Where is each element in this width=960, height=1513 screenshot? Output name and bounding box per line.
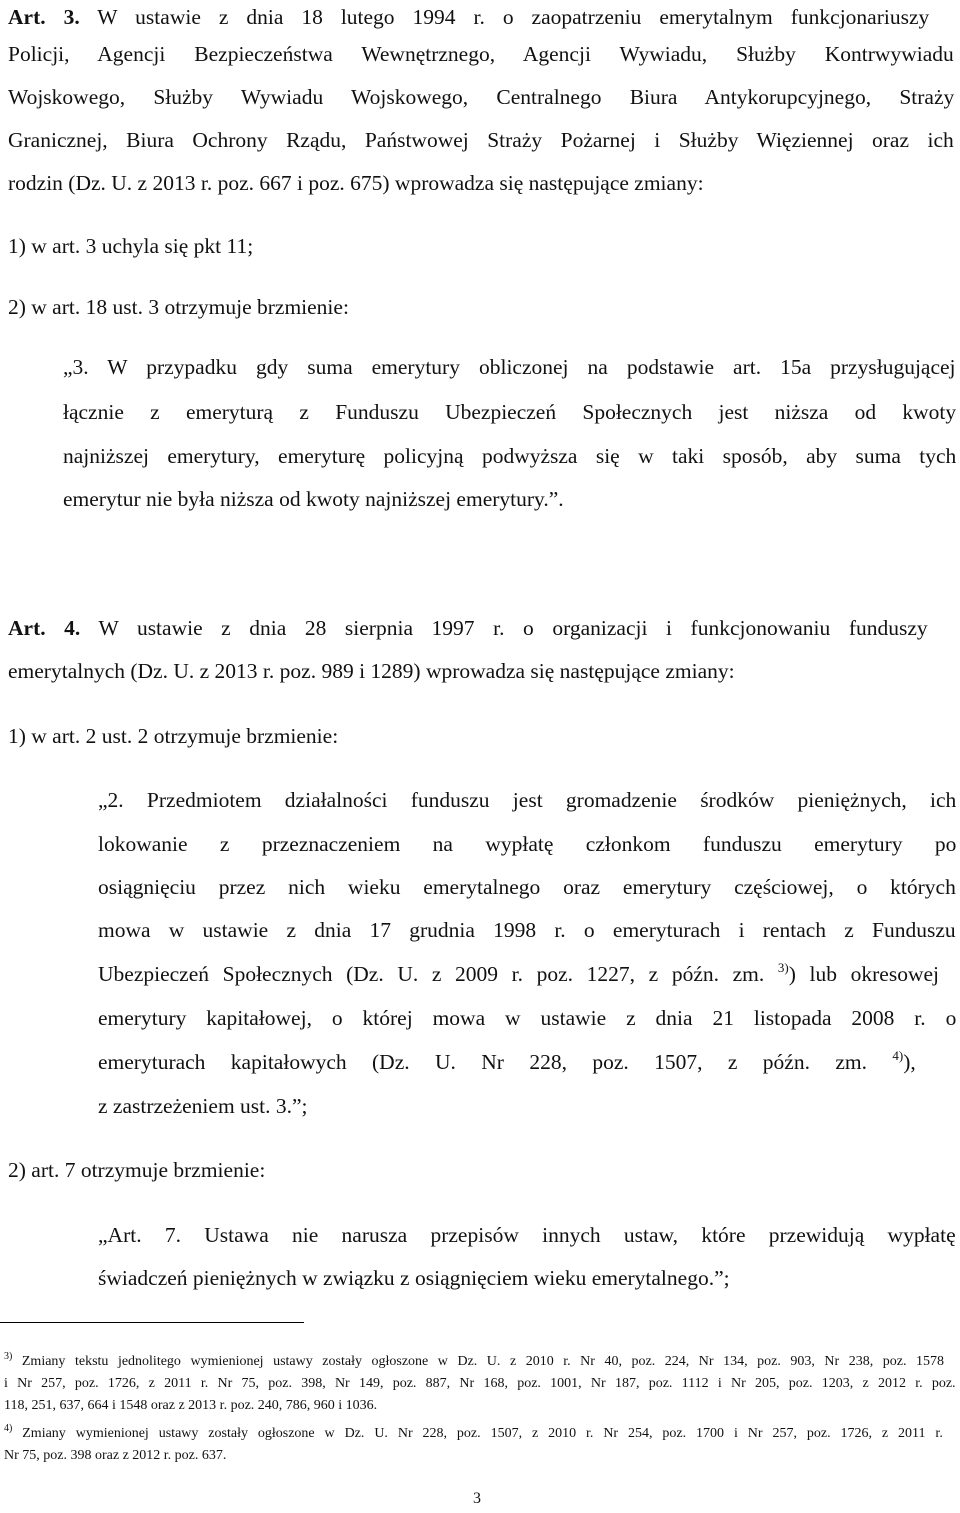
art4-quote1-line-2: lokowanie z przeznaczeniem na wypłatę członkom funduszu emerytury po — [98, 832, 957, 856]
art3-quote-line-4: emerytur nie była niższa od kwoty najniższej emerytury.”. — [63, 487, 564, 511]
footnote-4-text-1: Zmiany wymienionej ustawy zostały ogłoszone w Dz. U. Nr 228, poz. 1507, z 2010 r. Nr 254, poz. 1700 i Nr 257, poz. 1726, z 2011 r. — [12, 1426, 943, 1441]
art3-item-1: 1) w art. 3 uchyla się pkt 11; — [8, 234, 254, 258]
art3-line-2: Policji, Agencji Bezpieczeństwa Wewnętrznego, Agencji Wywiadu, Służby Kontrwywiadu — [8, 42, 954, 66]
footnote-ref-3[interactable]: 3) — [777, 960, 789, 975]
page-number: 3 — [473, 1490, 481, 1507]
footnote-4-line-1 — [4, 1423, 943, 1441]
art3-line-4: Granicznej, Biura Ochrony Rządu, Państwowej Straży Pożarnej i Służby Więziennej oraz ich — [8, 128, 954, 152]
footnote-4-line-2: Nr 75, poz. 398 oraz z 2012 r. poz. 637. — [4, 1448, 227, 1463]
art3-label: Art. 3. — [8, 5, 80, 29]
footnote-3-mark: 3) — [4, 1351, 13, 1362]
footnote-3-line-1 — [4, 1351, 945, 1369]
art4-quote1-line-5 — [98, 960, 939, 986]
footnote-3-text-1: Zmiany tekstu jednolitego wymienionej ustawy zostały ogłoszone w Dz. U. z 2010 r. Nr 40, poz. 224, Nr 134, poz. 903, Nr 238, poz. 1578 — [12, 1354, 945, 1369]
art3-item-2: 2) w art. 18 ust. 3 otrzymuje brzmienie: — [8, 295, 349, 319]
footnote-3-line-3: 118, 251, 637, 664 i 1548 oraz z 2013 r. poz. 240, 786, 960 i 1036. — [4, 1398, 378, 1413]
art3-line-1-text: W ustawie z dnia 18 lutego 1994 r. o zaopatrzeniu emerytalnym funkcjonariuszy — [79, 5, 930, 29]
art3-line-5: rodzin (Dz. U. z 2013 r. poz. 667 i poz. 675) wprowadza się następujące zmiany: — [8, 171, 704, 195]
art4-quote2-line-1: „Art. 7. Ustawa nie narusza przepisów innych ustaw, które przewidują wypłatę — [98, 1223, 956, 1247]
art4-quote1-line-3: osiągnięciu przez nich wieku emerytalnego oraz emerytury częściowej, o których — [98, 875, 956, 899]
art3-quote-line-3: najniższej emerytury, emeryturę policyjną podwyższa się w taki sposób, aby suma tych — [63, 444, 957, 468]
art4-quote1-line-8: z zastrzeżeniem ust. 3.”; — [98, 1094, 308, 1118]
art4-item-2: 2) art. 7 otrzymuje brzmienie: — [8, 1158, 266, 1182]
art3-quote-line-1: „3. W przypadku gdy suma emerytury obliczonej na podstawie art. 15a przysługującej — [63, 355, 956, 379]
art4-quote1-line-5-a: Ubezpieczeń Społecznych (Dz. U. z 2009 r. poz. 1227, z późn. zm. — [98, 962, 778, 986]
art4-line-2: emerytalnych (Dz. U. z 2013 r. poz. 989 i 1289) wprowadza się następujące zmiany: — [8, 659, 735, 683]
art3-quote-line-2: łącznie z emeryturą z Funduszu Ubezpieczeń Społecznych jest niższa od kwoty — [63, 400, 957, 424]
art4-quote1-line-7-a: emeryturach kapitałowych (Dz. U. Nr 228, poz. 1507, z późn. zm. — [98, 1050, 893, 1074]
art3-line-1 — [8, 7, 929, 29]
footnote-4-mark: 4) — [4, 1423, 13, 1434]
footnote-ref-4[interactable]: 4) — [892, 1048, 904, 1063]
art4-quote1-line-6: emerytury kapitałowej, o której mowa w ustawie z dnia 21 listopada 2008 r. o — [98, 1006, 957, 1030]
art4-quote1-line-7 — [98, 1048, 916, 1074]
art4-quote2-line-2: świadczeń pieniężnych w związku z osiągnięciem wieku emerytalnego.”; — [98, 1266, 730, 1290]
art4-quote1-line-4: mowa w ustawie z dnia 17 grudnia 1998 r. o emeryturach i rentach z Funduszu — [98, 918, 956, 942]
art4-label: Art. 4. — [8, 616, 81, 640]
art4-line-1-text: W ustawie z dnia 28 sierpnia 1997 r. o organizacji i funkcjonowaniu funduszy — [80, 616, 928, 640]
art4-quote1-line-7-b: ), — [903, 1050, 916, 1074]
footnote-separator — [0, 1322, 304, 1323]
art4-item-1: 1) w art. 2 ust. 2 otrzymuje brzmienie: — [8, 724, 339, 748]
art4-line-1 — [8, 618, 928, 640]
art4-quote1-line-1: „2. Przedmiotem działalności funduszu jest gromadzenie środków pieniężnych, ich — [98, 788, 957, 812]
art3-line-3: Wojskowego, Służby Wywiadu Wojskowego, Centralnego Biura Antykorupcyjnego, Straży — [8, 85, 955, 109]
footnote-3-line-2: i Nr 257, poz. 1726, z 2011 r. Nr 75, poz. 398, Nr 149, poz. 887, Nr 168, poz. 1001, Nr 187, poz. 1112 i Nr 205, poz. 1203, z 2012 r. poz. — [4, 1376, 956, 1391]
art4-quote1-line-5-b: ) lub okresowej — [788, 962, 939, 986]
